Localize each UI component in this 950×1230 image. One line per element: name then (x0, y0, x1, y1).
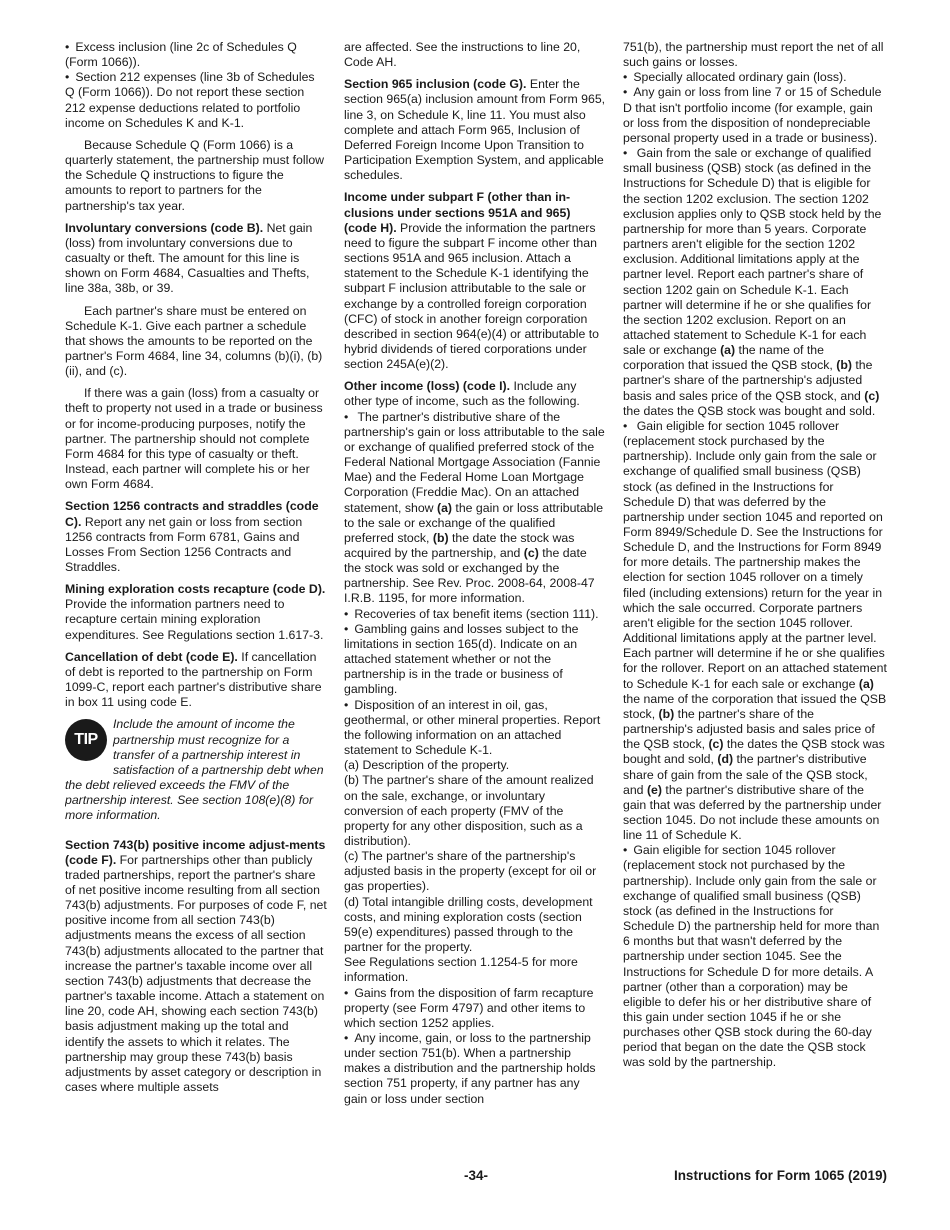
bullet-excess-inclusion: • Excess inclusion (line 2c of Schedules Q (Form 1066)). (65, 40, 327, 70)
label-a: (a) (436, 500, 452, 515)
heading-cancellation-of-debt: Cancellation of debt (code E). (65, 649, 238, 664)
paragraph-continued-751b: 751(b), the partnership must report the net of all such gains or losses. (623, 40, 884, 70)
bullet-1202-text-3: the partner's share of the partnership's adjusted basis and sales price of the QSB stock, and (623, 358, 873, 403)
text-subpart-f: Provide the information the partners need to figure the subpart F income other than sections 951A and 965 inclusion. Attach a statement to the Schedule K-1 identifying the subpart F inclusion attributable to the sale or exchange by a controlled foreign corporation (CFC) of stock in another foreign corporation described in section 964(e)(4) or attributable to hybrid dividends of tiered corporations under section 245A(e)(2). (344, 220, 599, 372)
label-e: (e) (646, 782, 662, 797)
label-b: (b) (658, 706, 675, 721)
column-left (65, 40, 327, 1102)
bullet-section-1202 (623, 146, 887, 419)
label-b: (b) (432, 530, 449, 545)
bullet-1202-text-4: the dates the QSB stock was bought and sold. (623, 403, 876, 418)
bullet-1045-text-6: the partner's distributive share of the gain that was deferred by the partnership under section 1045. Do not include these amounts on line 11 of Schedule K. (623, 782, 882, 843)
label-c: (c) (523, 546, 539, 560)
tip-icon: TIP (65, 719, 107, 761)
bullet-oil-gas: • Disposition of an interest in oil, gas, geothermal, or other mineral properties. Report the following information on an attached statement to Schedule K-1. (344, 698, 606, 759)
section-743b (65, 838, 327, 1096)
section-1256-contracts (65, 499, 327, 575)
text-743b: For partnerships other than publicly traded partnerships, report the partner's share of net positive income resulting from all section 743(b) adjustments. For purposes of code F, net positive income from all section 743(b) adjustments means the excess of all section 743(b) adjustments allocated to the partner that increase the partner's taxable income over all section 743(b) adjustments that decrease the partner's taxable income. Attach a statement on line 20, code AH, showing each section 743(b) basis adjustment making up the total and identify the assets to which it relates. The partnership may group these 743(b) basis adjustments by asset category or description in cases where multiple assets (65, 852, 327, 1094)
heading-other-income: Other income (loss) (code I). (344, 379, 511, 394)
bullet-1045-text-3: the partner's share of the partnership's adjusted basis and sales price of the QSB stock, (623, 706, 875, 752)
section-cancellation-of-debt (65, 650, 327, 711)
heading-involuntary-conversions: Involuntary conversions (code B). (65, 220, 264, 235)
bullet-fannie-text-4: the date the stock was sold or exchanged by the partnership. See Rev. Proc. 2008-64, 2008-47 I.R.B. 1195, for more information. (344, 546, 595, 606)
paragraph-partner-share: Each partner's share must be entered on Schedule K-1. Give each partner a schedule that shows the amounts to be reported on the partner's Form 4684, line 34, columns (b)(i), (b)(ii), and (c). (65, 303, 323, 379)
label-c: (c) (864, 388, 880, 403)
paragraph-continued: are affected. See the instructions to line 20, Code AH. (344, 40, 581, 70)
bullet-1202-text-2: the name of the corporation that issued the QSB stock, (623, 343, 833, 373)
label-b: (b) (836, 358, 852, 373)
bullet-1045-not-purchased: • Gain eligible for section 1045 rollover (replacement stock not purchased by the partnership). Include only gain from the sale or exchange of qualified small business (QSB) stock (as defined in the Instructions for Schedule D) the partnership held for more than 6 months but that wasn't deferred by the partnership under section 1045. See the Instructions for Schedule D for more details. A partner (other than a corporation) may be eligible to defer his or her distributive share of this gain under section 1045 if he or she purchases other QSB stock during the 60-day period that began on the date the QSB stock was sold by the partnership. (623, 843, 887, 1070)
heading-mining-recapture: Mining exploration costs recapture (code D). (65, 582, 326, 597)
bullet-1045-text-4: the dates the QSB stock was bought and sold, (623, 737, 885, 767)
tip-box (65, 717, 327, 823)
label-d: (d) (717, 752, 734, 767)
bullet-section-212: • Section 212 expenses (line 3b of Schedules Q (Form 1066)). Do not report these section 212 expense deductions related to portfolio income on Schedules K and K-1. (65, 70, 327, 131)
text-1256-contracts: Report any net gain or loss from section 1256 contracts from Form 6781, Gains and Losses From Section 1256 Contracts and Straddles. (65, 514, 303, 574)
page-footer (65, 1168, 887, 1186)
bullet-751b: • Any income, gain, or loss to the partnership under section 751(b). When a partnership makes a distribution and the partnership holds section 751 property, if any partner has any gain or loss under section (344, 1031, 606, 1107)
label-a: (a) (720, 343, 736, 358)
paragraph-casualty: If there was a gain (loss) from a casualty or theft to property not used in a trade or business or for income-producing purposes, notify the partner. The partnership should not complete Form 4684 for this type of casualty or theft. Instead, each partner will complete his or her own Form 4684. (65, 386, 323, 492)
bullet-1045-purchased (623, 419, 887, 843)
list-item-see-regs: See Regulations section 1.1254-5 for more information. (344, 955, 578, 985)
bullet-1202-text-1: Gain from the sale or exchange of qualified small business (QSB) stock (as defined in the Instructions for Schedule D) that is eligible for the section 1202 exclusion. The section 1202 exclusion applies only to QSB stock held by the partnership for more than 5 years. Corporate partners aren't eligible for the section 1202 exclusion. Additional limitations apply at the partner level. Report each partner's share of section 1202 gain on Schedule K-1. Each partner will determine if he or she qualifies for the section 1202 exclusion. Report on an attached statement to Schedule K-1 for each sale or exchange (623, 146, 882, 358)
bullet-farm-recapture: • Gains from the disposition of farm recapture property (see Form 4797) and other items to which section 1252 applies. (344, 986, 606, 1031)
column-right (623, 40, 887, 1071)
bullet-recoveries: • Recoveries of tax benefit items (section 111). (344, 607, 606, 622)
column-middle (344, 40, 606, 1107)
bullet-fannie-text-3: the date the stock was acquired by the partnership, and (344, 530, 575, 560)
text-mining-recapture: Provide the information partners need to recapture certain mining exploration expenditures. See Regulations section 1.617-3. (65, 597, 324, 642)
list-item-d: (d) Total intangible drilling costs, development costs, and mining exploration costs (section 59(e) expenditures) passed through to the partner for the property. (344, 894, 593, 955)
paragraph-schedule-q: Because Schedule Q (Form 1066) is a quarterly statement, the partnership must follow the Schedule Q instructions to figure the amounts to report to partners for the partnership's tax year. (65, 137, 325, 213)
bullet-1045-text-2: the name of the corporation that issued the QSB stock, (623, 691, 887, 721)
label-a: (a) (858, 676, 874, 691)
list-item-b: (b) The partner's share of the amount realized on the sale, exchange, or involuntary conversion of each property (FMV of the property for any other disposition, such as a distribution). (344, 773, 594, 848)
bullet-fannie-text-1: The partner's distributive share of the partnership's gain or loss attributable to the sale or exchange of qualified preferred stock of the Federal National Mortgage Association (Fannie Mae) and the Federal Home Loan Mortgage Corporation (Freddie Mac). On an attached statement, show (344, 409, 605, 515)
bullet-schedule-d: • Any gain or loss from line 7 or 15 of Schedule D that isn't portfolio income (for example, gain or loss from the disposition of nondepreciable personal property used in a trade or business). (623, 85, 887, 146)
text-cancellation-of-debt: If cancellation of debt is reported to the partnership on Form 1099-C, report each partner's distributive share in box 11 using code E. (65, 649, 322, 710)
heading-743b: Section 743(b) positive income adjust-ments (code F). (65, 837, 326, 867)
bullet-special-allocated: • Specially allocated ordinary gain (loss). (623, 70, 887, 85)
page-number: -34- (463, 1168, 488, 1183)
bullet-fannie-text-2: the gain or loss attributable to the sale or exchange of the qualified preferred stock, (344, 500, 604, 545)
heading-subpart-f: Income under subpart F (other than in-clusions under sections 951A and 965) (code H). (344, 190, 571, 235)
list-item-a: (a) Description of the property. (344, 758, 510, 773)
section-involuntary-conversions (65, 221, 327, 297)
section-other-income (344, 379, 606, 409)
text-965-inclusion: Enter the section 965(a) inclusion amount from Form 965, line 3, on Schedule K, line 11. You must also complete and attach Form 965, Inclusion of Deferred Foreign Income Upon Transition to Participation Exemption System, and applicable schedules. (344, 77, 606, 183)
section-965-inclusion (344, 77, 606, 183)
tip-text: Include the amount of income the partnership must recognize for a transfer of a partnership interest in satisfaction of a partnership debt when the debt relieved exceeds the FMV of the partnership interest. See section 108(e)(8) for more information. (65, 717, 324, 823)
label-c: (c) (708, 737, 724, 752)
text-involuntary-conversions: Net gain (loss) from involuntary conversions due to casualty or theft. The amount for this line is shown on Form 4684, Casualties and Thefts, line 38a, 38b, or 39. (65, 220, 313, 296)
footer-form-title: Instructions for Form 1065 (2019) (673, 1168, 887, 1183)
text-other-income: Include any other type of income, such as the following. (344, 379, 580, 409)
heading-1256-contracts: Section 1256 contracts and straddles (code C). (65, 499, 319, 529)
bullet-fannie-freddie (344, 410, 606, 607)
list-item-c: (c) The partner's share of the partnership's adjusted basis in the property (except for oil or gas properties). (344, 849, 597, 894)
bullet-1045-text-5: the partner's distributive share of gain from the sale of the QSB stock, and (623, 752, 868, 797)
section-mining-recapture (65, 582, 327, 643)
bullet-1045-text-1: Gain eligible for section 1045 rollover (replacement stock purchased by the partnership). Include only gain from the sale or exchange of qualified small business (QSB) stock (as defined in the Instructions for Schedule D) that was deferred by the partnership under section 1045 and reported on Form 8949/Schedule D. See the Instructions for Schedule D, and the Instructions for Form 8949 for more details. The partnership makes the election for section 1045 rollover on a timely filed (including extensions) return for the year in which the sale occurred. Corporate partners aren't eligible for the section 1045 rollover. Additional limitations apply at the partner level. Each partner will determine if he or she qualifies for the rollover. Report on an attached statement to Schedule K-1 for each sale or exchange (623, 418, 887, 691)
heading-965-inclusion: Section 965 inclusion (code G). (344, 77, 527, 92)
section-subpart-f (344, 190, 606, 372)
bullet-gambling: • Gambling gains and losses subject to the limitations in section 165(d). Indicate on an attached statement whether or not the partnership is in the trade or business of gambling. (344, 622, 606, 698)
